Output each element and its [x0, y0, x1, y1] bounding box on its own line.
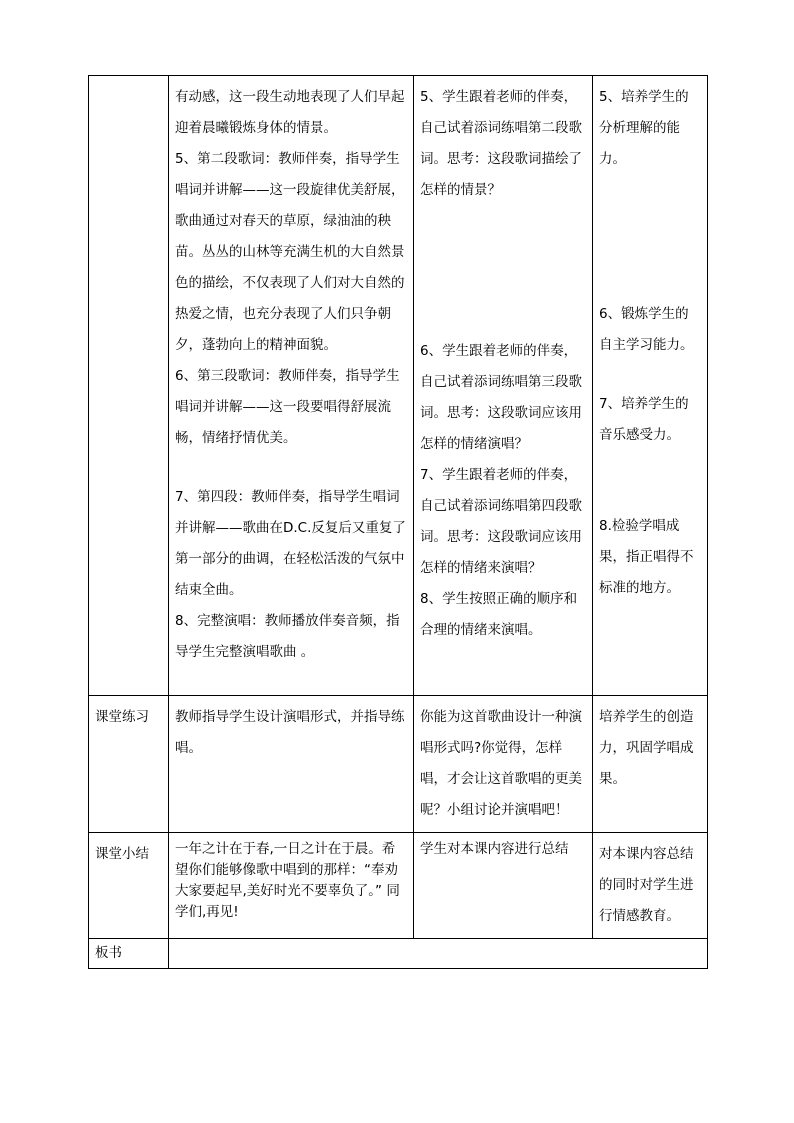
spacer: [175, 454, 408, 482]
teacher-activity-cell: [169, 76, 414, 696]
row-label-process: [89, 76, 169, 696]
teacher-step-7: 7、第四段：教师伴奏，指导学生唱词并讲解——歌曲在D.C.反复后又重复了第一部分的曲调，在轻松活泼的气氛中结束全曲。: [175, 489, 406, 598]
spacer: [599, 451, 702, 511]
spacer: [420, 206, 587, 274]
row-label-summary: 课堂小结: [89, 833, 169, 939]
summary-student-cell: 学生对本课内容进行总结: [414, 833, 593, 939]
student-activity-cell: [414, 76, 593, 696]
spacer: [599, 175, 702, 299]
teacher-step-5: 5、第二段歌词：教师伴奏，指导学生唱词并讲解——这一段旋律优美舒展，歌曲通过对春天的草原，绿油油的秧苗。丛丛的山林等充满生机的大自然景色的描绘，不仅表现了人们对大自然的热爱之情，也充分表现了人们只争朝夕，蓬勃向上的精神面貌。: [175, 151, 405, 353]
teacher-step-8: 8、完整演唱：教师播放伴奏音频，指导学生完整演唱歌曲 。: [175, 613, 400, 660]
teacher-step-6: 6、第三段歌词：教师伴奏，指导学生唱词并讲解——这一段要唱得舒展流畅，情绪抒情优美。: [175, 368, 400, 446]
table-row-process: [89, 76, 708, 696]
summary-goal-cell: 对本课内容总结的同时对学生进行情感教育。: [593, 833, 708, 939]
student-step-7: 7、学生跟着老师的伴奏，自己试着添词练唱第四段歌词。思考：这段歌词应该用怎样的情绪来演唱？: [420, 467, 582, 576]
summary-teacher-cell: [169, 833, 414, 939]
row-label-board: 板书: [89, 939, 169, 969]
goal-step-6: 6、锻炼学生的自主学习能力。: [599, 306, 694, 353]
table-row-summary: [89, 833, 708, 939]
board-content-cell: [169, 939, 708, 969]
goal-cell: [593, 76, 708, 696]
table-row-board: [89, 939, 708, 969]
teacher-step-4-continued: 有动感，这一段生动地表现了人们早起迎着晨曦锻炼身体的情景。: [175, 89, 405, 136]
practice-student-cell: 你能为这首歌曲设计一种演唱形式吗?你觉得，怎样唱，才会让这首歌唱的更美呢？小组讨论并演唱吧！: [414, 696, 593, 833]
goal-step-5: 5、培养学生的分析理解的能力。: [599, 89, 689, 167]
table-row-practice: [89, 696, 708, 833]
student-step-8: 8、学生按照正确的顺序和合理的情绪来演唱。: [420, 591, 578, 638]
practice-goal-cell: 培养学生的创造力，巩固学唱成果。: [593, 696, 708, 833]
goal-step-8: 8.检验学唱成果，指正唱得不标准的地方。: [599, 518, 694, 596]
goal-step-7: 7、培养学生的音乐感受力。: [599, 396, 689, 443]
student-step-6: 6、学生跟着老师的伴奏，自己试着添词练唱第三段歌词。思考：这段歌词应该用怎样的情绪演唱？: [420, 343, 582, 452]
lesson-plan-table: [88, 75, 708, 969]
summary-teacher-text: 一年之计在于春,一日之计在于晨。希望你们能够像歌中唱到的那样：“奉劝大家要起早,美好时光不要辜负了。” 同学们,再见!: [175, 841, 400, 920]
student-step-5: 5、学生跟着老师的伴奏，自己试着添词练唱第二段歌词。思考：这段歌词描绘了怎样的情景？: [420, 89, 582, 198]
spacer: [599, 361, 702, 389]
spacer: [420, 274, 587, 336]
row-label-practice: 课堂练习: [89, 696, 169, 833]
practice-teacher-cell: 教师指导学生设计演唱形式，并指导练唱。: [169, 696, 414, 833]
